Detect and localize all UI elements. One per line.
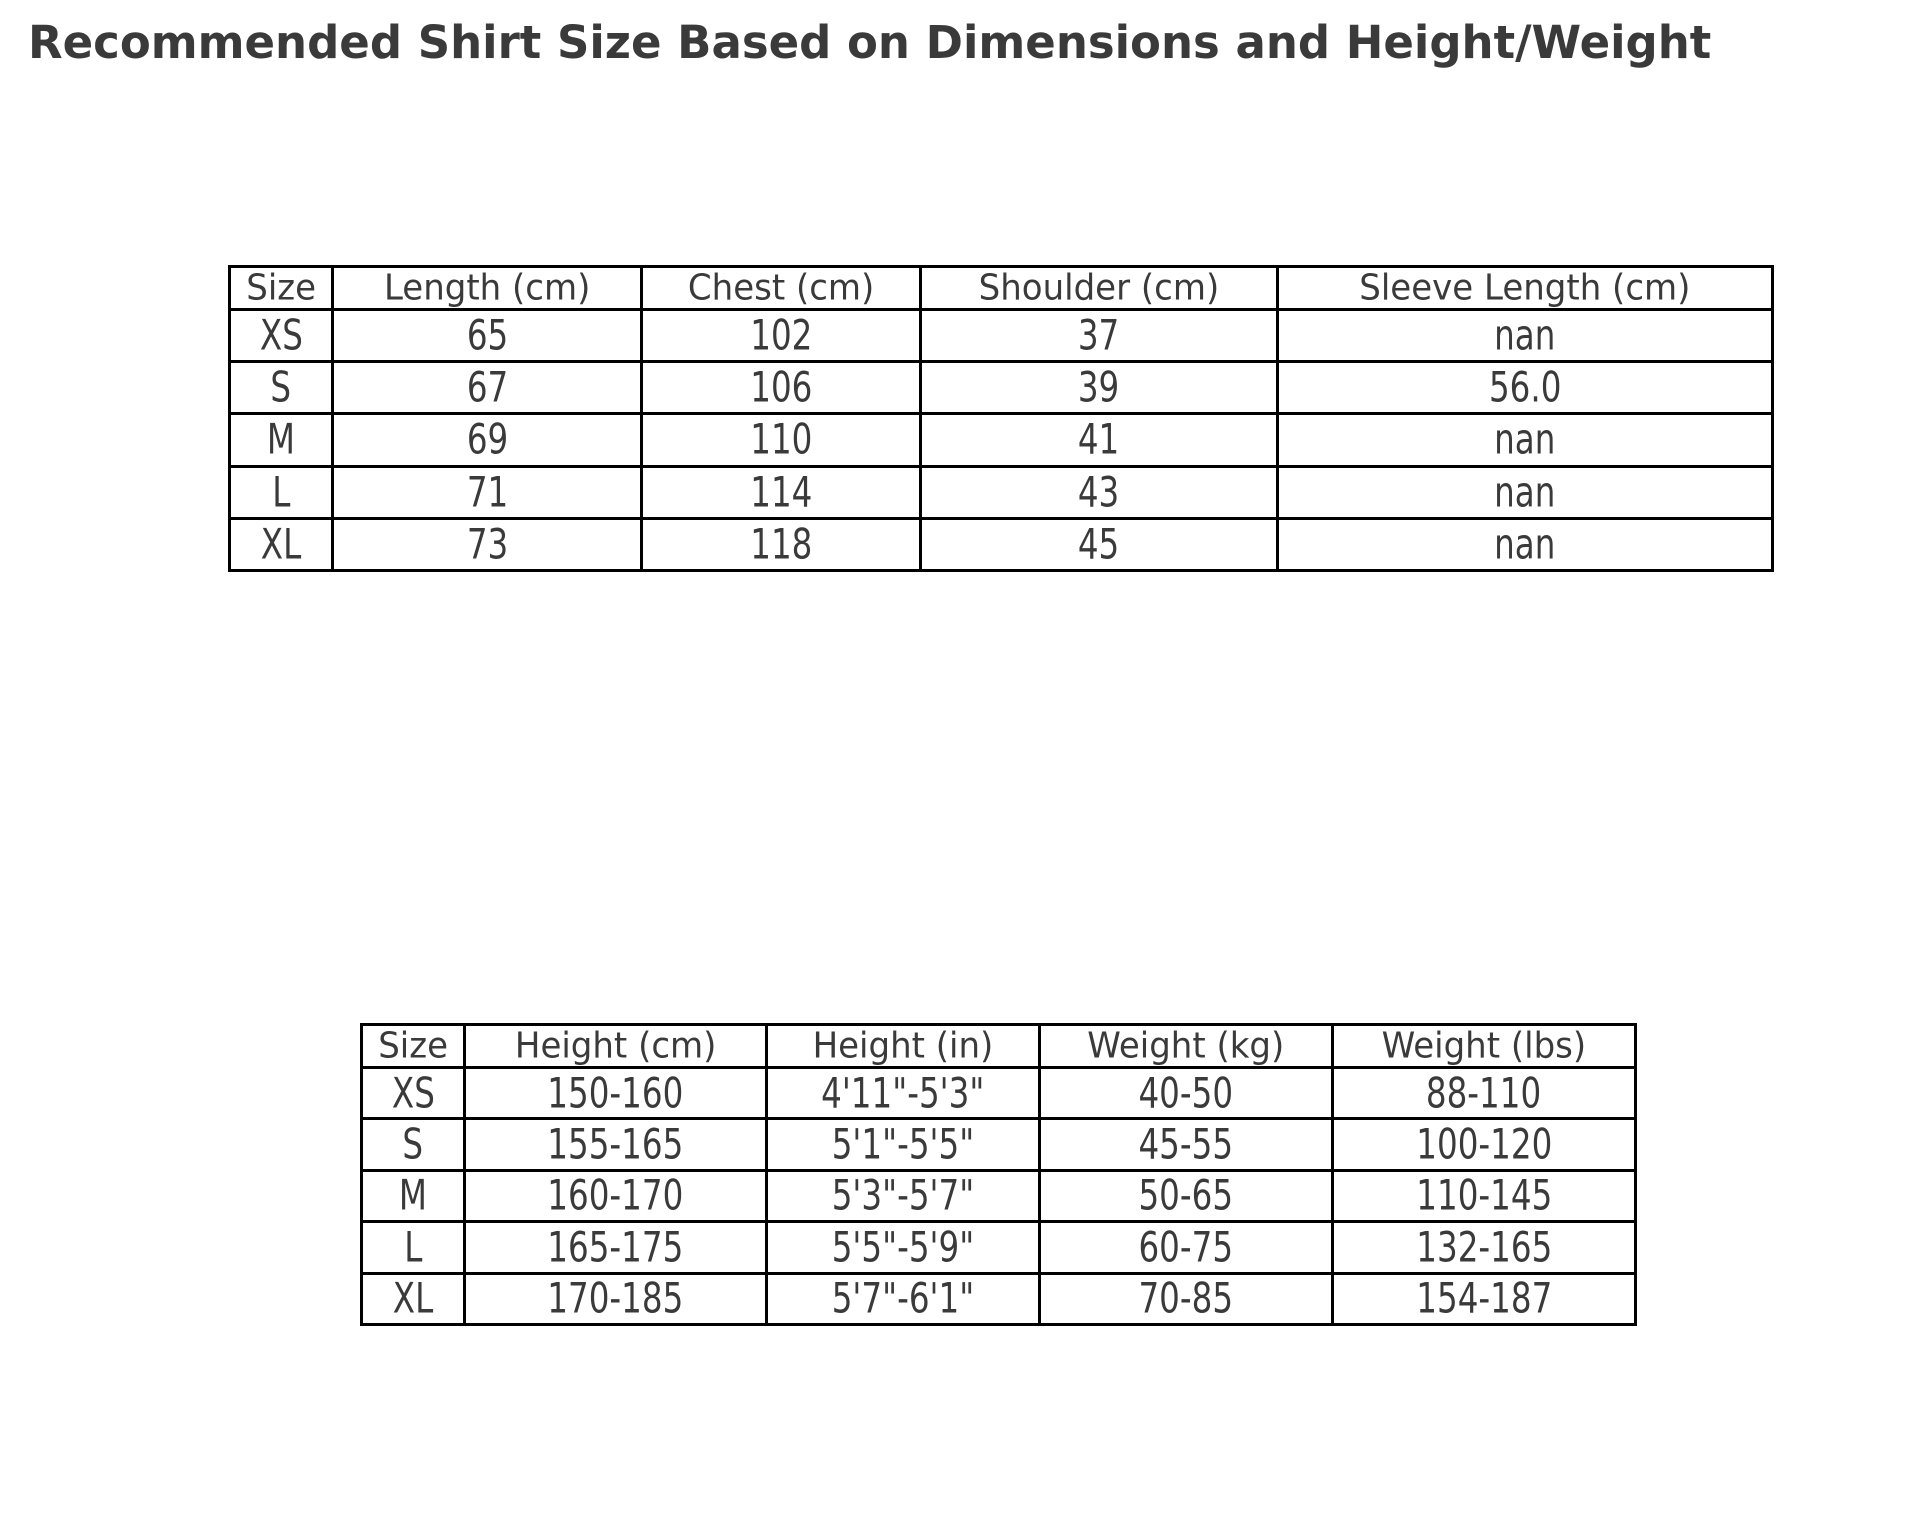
column-header-label: Height (in) <box>812 1025 994 1067</box>
column-header-height-cm <box>465 1025 767 1068</box>
cell-weight-kg <box>1039 1222 1332 1273</box>
cell-value: 102 <box>750 311 813 360</box>
cell-weight-kg <box>1039 1273 1332 1324</box>
table-header-row <box>362 1025 1636 1068</box>
cell-size <box>230 310 333 362</box>
cell-shoulder <box>921 466 1277 518</box>
column-header-label: Weight (lbs) <box>1381 1025 1587 1067</box>
cell-value: 56.0 <box>1488 363 1562 412</box>
table-row <box>362 1170 1636 1221</box>
column-header-shoulder-cm <box>921 267 1277 310</box>
cell-value: 65 <box>466 311 508 360</box>
cell-value: 50-65 <box>1138 1171 1234 1221</box>
cell-value: 4'11"-5'3" <box>821 1069 985 1118</box>
cell-chest <box>641 518 920 570</box>
column-header-chest-cm <box>641 267 920 310</box>
cell-value: 5'1"-5'5" <box>831 1120 975 1169</box>
cell-size <box>362 1222 465 1273</box>
cell-value: S <box>270 363 292 412</box>
column-header-label: Length (cm) <box>383 267 591 309</box>
cell-height-in <box>767 1119 1040 1170</box>
cell-length <box>333 362 642 414</box>
cell-size <box>362 1273 465 1324</box>
column-header-weight-kg <box>1039 1025 1332 1068</box>
cell-value: 40-50 <box>1138 1069 1234 1118</box>
cell-value: 43 <box>1078 468 1120 517</box>
cell-weight-kg <box>1039 1119 1332 1170</box>
cell-size <box>362 1119 465 1170</box>
size-dimensions-table <box>228 265 1774 572</box>
table-row <box>230 518 1773 570</box>
cell-sleeve-length <box>1277 362 1772 414</box>
cell-height-cm <box>465 1222 767 1273</box>
column-header-height-in <box>767 1025 1040 1068</box>
cell-shoulder <box>921 518 1277 570</box>
cell-value: 106 <box>750 363 813 412</box>
cell-value: 114 <box>750 468 813 517</box>
cell-value: 170-185 <box>547 1274 684 1323</box>
cell-value: 41 <box>1078 415 1120 465</box>
cell-length <box>333 310 642 362</box>
cell-value: XS <box>259 311 303 360</box>
cell-value: 45-55 <box>1138 1120 1234 1169</box>
cell-chest <box>641 362 920 414</box>
cell-weight-kg <box>1039 1068 1332 1119</box>
column-header-weight-lbs <box>1332 1025 1635 1068</box>
cell-height-cm <box>465 1119 767 1170</box>
cell-length <box>333 518 642 570</box>
cell-value: L <box>404 1223 423 1272</box>
cell-value: 39 <box>1078 363 1120 412</box>
column-header-label: Size <box>246 267 317 309</box>
cell-value: 110 <box>750 415 813 465</box>
cell-value: 160-170 <box>547 1171 684 1221</box>
cell-value: S <box>402 1120 424 1169</box>
table-row <box>230 414 1773 466</box>
cell-size <box>230 362 333 414</box>
cell-value: 5'5"-5'9" <box>831 1223 975 1272</box>
column-header-size <box>230 267 333 310</box>
cell-height-in <box>767 1170 1040 1221</box>
table-row <box>362 1222 1636 1273</box>
cell-height-cm <box>465 1273 767 1324</box>
cell-height-in <box>767 1273 1040 1324</box>
cell-size <box>230 414 333 466</box>
cell-height-in <box>767 1068 1040 1119</box>
cell-chest <box>641 310 920 362</box>
cell-value: 132-165 <box>1415 1223 1552 1272</box>
cell-value: 165-175 <box>547 1223 684 1272</box>
cell-value: XL <box>392 1274 434 1323</box>
cell-sleeve-length <box>1277 518 1772 570</box>
cell-sleeve-length <box>1277 310 1772 362</box>
cell-chest <box>641 466 920 518</box>
table-row <box>362 1119 1636 1170</box>
cell-value: 71 <box>466 468 508 517</box>
cell-value: 69 <box>466 415 508 465</box>
cell-value: 5'3"-5'7" <box>831 1171 975 1221</box>
cell-value: L <box>272 468 291 517</box>
column-header-label: Size <box>378 1025 448 1067</box>
cell-size <box>362 1068 465 1119</box>
cell-weight-lbs <box>1332 1068 1635 1119</box>
cell-value: nan <box>1494 468 1556 517</box>
cell-value: 45 <box>1078 520 1120 569</box>
cell-value: nan <box>1494 415 1556 465</box>
cell-value: 88-110 <box>1426 1069 1542 1118</box>
cell-value: 70-85 <box>1138 1274 1234 1323</box>
cell-size <box>230 518 333 570</box>
table-row <box>230 362 1773 414</box>
cell-size <box>230 466 333 518</box>
cell-chest <box>641 414 920 466</box>
column-header-label: Height (cm) <box>514 1025 717 1067</box>
height-weight-table <box>360 1023 1637 1326</box>
cell-value: 5'7"-6'1" <box>831 1274 975 1323</box>
table-header-row <box>230 267 1773 310</box>
cell-weight-lbs <box>1332 1222 1635 1273</box>
page-title: Recommended Shirt Size Based on Dimensions and Height/Weight <box>28 16 1712 69</box>
cell-weight-kg <box>1039 1170 1332 1221</box>
column-header-sleeve-length-cm <box>1277 267 1772 310</box>
cell-shoulder <box>921 414 1277 466</box>
cell-length <box>333 414 642 466</box>
cell-sleeve-length <box>1277 414 1772 466</box>
table-row <box>230 310 1773 362</box>
cell-size <box>362 1170 465 1221</box>
cell-value: M <box>399 1171 428 1221</box>
cell-height-cm <box>465 1068 767 1119</box>
cell-weight-lbs <box>1332 1273 1635 1324</box>
cell-value: 118 <box>750 520 813 569</box>
column-header-size <box>362 1025 465 1068</box>
cell-value: nan <box>1494 311 1556 360</box>
column-header-label: Shoulder (cm) <box>978 267 1220 309</box>
column-header-label: Weight (kg) <box>1087 1025 1285 1067</box>
cell-shoulder <box>921 310 1277 362</box>
cell-value: 110-145 <box>1415 1171 1552 1221</box>
column-header-length-cm <box>333 267 642 310</box>
cell-weight-lbs <box>1332 1119 1635 1170</box>
cell-value: M <box>267 415 296 465</box>
column-header-label: Chest (cm) <box>687 267 875 309</box>
column-header-label: Sleeve Length (cm) <box>1359 267 1691 309</box>
cell-height-cm <box>465 1170 767 1221</box>
table-row <box>230 466 1773 518</box>
cell-value: 150-160 <box>547 1069 684 1118</box>
cell-value: 67 <box>466 363 508 412</box>
cell-value: 100-120 <box>1415 1120 1552 1169</box>
cell-value: 37 <box>1078 311 1120 360</box>
cell-sleeve-length <box>1277 466 1772 518</box>
cell-value: 155-165 <box>547 1120 684 1169</box>
cell-height-in <box>767 1222 1040 1273</box>
cell-weight-lbs <box>1332 1170 1635 1221</box>
cell-shoulder <box>921 362 1277 414</box>
cell-value: nan <box>1494 520 1556 569</box>
table-row <box>362 1273 1636 1324</box>
cell-value: XS <box>391 1069 435 1118</box>
cell-value: XL <box>260 520 302 569</box>
cell-value: 154-187 <box>1415 1274 1552 1323</box>
cell-value: 73 <box>466 520 508 569</box>
cell-value: 60-75 <box>1138 1223 1234 1272</box>
table-row <box>362 1068 1636 1119</box>
cell-length <box>333 466 642 518</box>
